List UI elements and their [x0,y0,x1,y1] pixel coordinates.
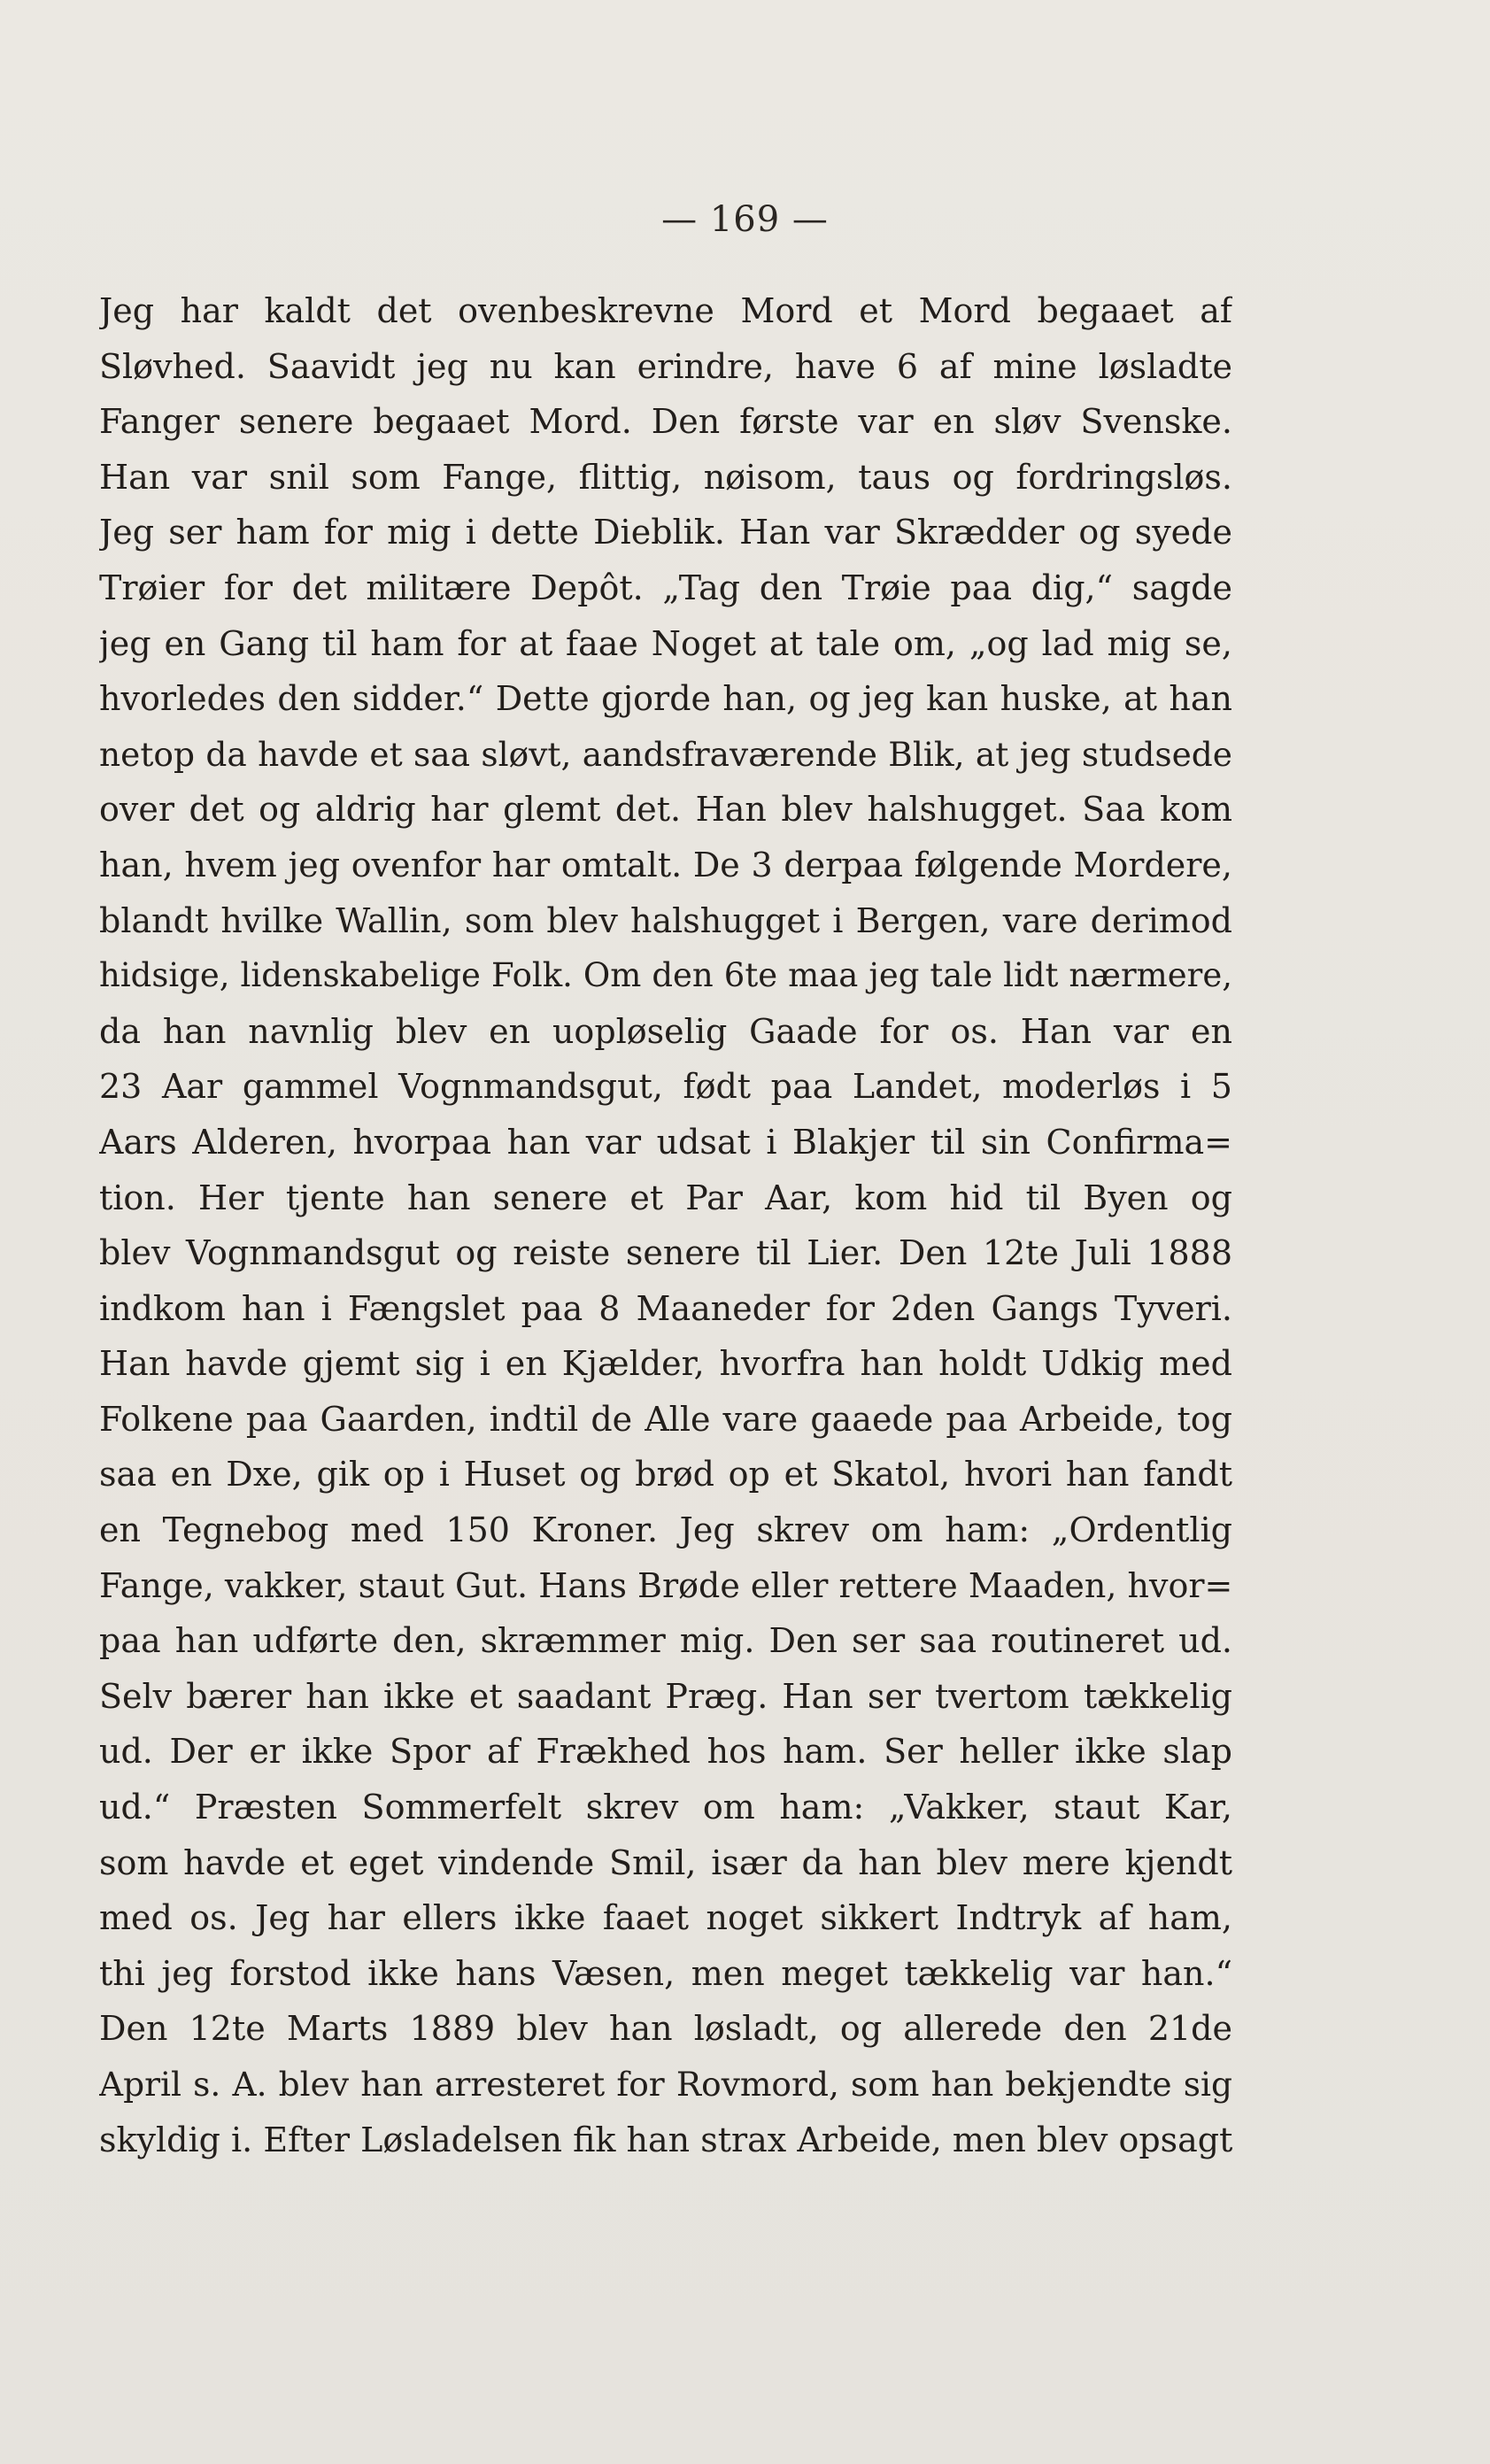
text-line: Trøier for det militære Depôt. „Tag den Trøie paa dig,“ sagde [99,568,1232,607]
text-line: med os. Jeg har ellers ikke faaet noget sikkert Indtryk af ham, [99,1898,1232,1938]
text-line: Folkene paa Gaarden, indtil de Alle vare gaaede paa Arbeide, tog [99,1399,1232,1439]
text-line: ud.“ Præsten Sommerfelt skrev om ham: „Vakker, staut Kar, [99,1788,1232,1827]
text-line: Aars Alderen, hvorpaa han var udsat i Blakjer til sin Confirma= [99,1122,1232,1162]
text-line: som havde et eget vindende Smil, især da han blev mere kjendt [99,1842,1232,1882]
text-line: ud. Der er ikke Spor af Frækhed hos ham. Ser heller ikke slap [99,1732,1232,1772]
text-line: jeg en Gang til ham for at faae Noget at tale om, „og lad mig se, [99,623,1232,663]
text-line: Den 12te Marts 1889 blev han løsladt, og allerede den 21de [99,2009,1232,2049]
text-line: Han var snil som Fange, flittig, nøisom, taus og fordringsløs. [99,457,1232,497]
text-line: thi jeg forstod ikke hans Væsen, men meget tækkelig var han.“ [99,1953,1232,1993]
text-line: Han havde gjemt sig i en Kjælder, hvorfra han holdt Udkig med [99,1344,1232,1384]
body-text [99,283,1232,2167]
text-line: hvorledes den sidder.“ Dette gjorde han, og jeg kan huske, at han [99,679,1232,719]
text-line: Fanger senere begaaet Mord. Den første var en sløv Svenske. [99,402,1232,442]
text-line: netop da havde et saa sløvt, aandsfraværende Blik, at jeg studsede [99,734,1232,774]
text-line: en Tegnebog med 150 Kroner. Jeg skrev om ham: „Ordentlig [99,1510,1232,1550]
text-line: 23 Aar gammel Vognmandsgut, født paa Landet, moderløs i 5 [99,1067,1232,1107]
text-line: Jeg har kaldt det ovenbeskrevne Mord et Mord begaaet af [99,291,1232,330]
text-line: paa han udførte den, skræmmer mig. Den ser saa routineret ud. [99,1621,1232,1661]
text-line: Jeg ser ham for mig i dette Dieblik. Han var Skrædder og syede [99,513,1232,552]
text-line: blandt hvilke Wallin, som blev halshugget i Bergen, vare derimod [99,900,1232,940]
text-line: da han navnlig blev en uopløselig Gaade for os. Han var en [99,1011,1232,1051]
text-line: Selv bærer han ikke et saadant Præg. Han ser tvertom tækkelig [99,1676,1232,1716]
text-line: over det og aldrig har glemt det. Han blev halshugget. Saa kom [99,790,1232,830]
text-line: blev Vognmandsgut og reiste senere til Lier. Den 12te Juli 1888 [99,1233,1232,1273]
text-line: April s. A. blev han arresteret for Rovmord, som han bekjendte sig [99,2065,1232,2104]
text-line: han, hvem jeg ovenfor har omtalt. De 3 derpaa følgende Mordere, [99,845,1232,884]
text-line: Fange, vakker, staut Gut. Hans Brøde eller rettere Maaden, hvor= [99,1565,1232,1605]
text-line: hidsige, lidenskabelige Folk. Om den 6te maa jeg tale lidt nærmere, [99,956,1232,995]
text-line: saa en Dxe, gik op i Huset og brød op et Skatol, hvori han fandt [99,1455,1232,1495]
text-line: skyldig i. Efter Løsladelsen fik han strax Arbeide, men blev opsagt [99,2120,1232,2159]
text-line: Sløvhed. Saavidt jeg nu kan erindre, have 6 af mine løsladte [99,346,1232,386]
text-line: tion. Her tjente han senere et Par Aar, kom hid til Byen og [99,1178,1232,1217]
text-line: indkom han i Fængslet paa 8 Maaneder for 2den Gangs Tyveri. [99,1288,1232,1328]
page-number: — 169 — [661,199,829,240]
